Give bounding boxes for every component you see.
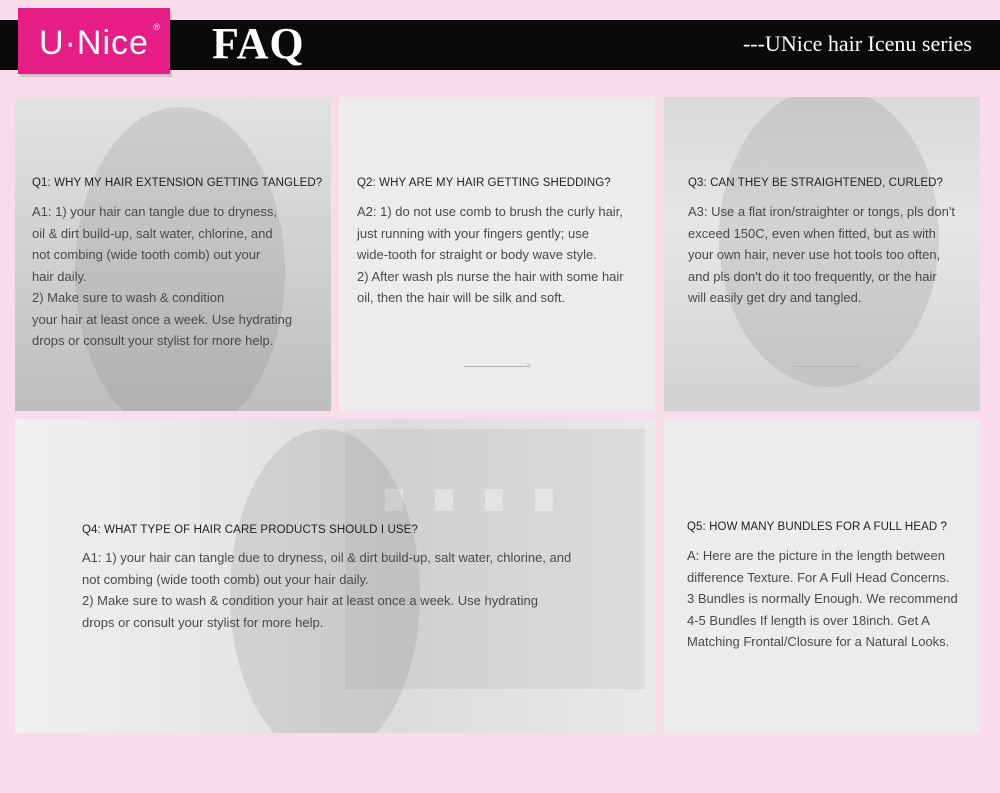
faq-answer (357, 201, 652, 309)
answer-line: exceed 150C, even when fitted, but as with (688, 225, 936, 241)
answer-line: and pls don't do it too frequently, or the hair (688, 268, 937, 284)
answer-line: difference Texture. For A Full Head Concerns. (687, 569, 950, 585)
arrow-divider-icon (794, 366, 860, 367)
answer-line: 2) Make sure to wash & condition your hair at least once a week. Use hydrating (82, 593, 538, 608)
faq-answer (82, 547, 642, 633)
faq-answer (32, 201, 327, 352)
answer-line: A2: 1) do not use comb to brush the curly hair, (357, 204, 623, 219)
logo-text: U·Nice (39, 23, 149, 62)
series-caption: ---UNice hair Icenu series (742, 31, 972, 56)
faq-answer (688, 201, 980, 309)
faq-question: Q4: WHAT TYPE OF HAIR CARE PRODUCTS SHOULD I USE? (82, 524, 418, 536)
answer-line: wide-tooth for straight or body wave style. (357, 247, 597, 262)
faq-card-3 (664, 97, 980, 411)
faq-answer (687, 545, 979, 653)
answer-line: oil, then the hair will be silk and soft. (357, 290, 566, 305)
answer-line: 2) After wash pls nurse the hair with some hair (357, 268, 624, 284)
answer-line: will easily get dry and tangled. (688, 290, 862, 305)
answer-line: your own hair, never use hot tools too often, (688, 247, 941, 262)
answer-line: drops or consult your stylist for more help. (82, 614, 324, 630)
faq-card-4 (15, 419, 655, 733)
answer-line: A3: Use a flat iron/straighter or tongs, pls don't (688, 204, 955, 219)
brand-logo[interactable] (18, 8, 170, 74)
faq-card-2 (339, 97, 655, 411)
faq-question: Q2: WHY ARE MY HAIR GETTING SHEDDING? (357, 177, 611, 189)
answer-line: 2) Make sure to wash & condition (32, 290, 225, 305)
answer-line: A1: 1) your hair can tangle due to dryness, oil & dirt build-up, salt water, chlorine, and (82, 550, 572, 565)
page-title: FAQ (212, 19, 305, 68)
answer-line: 3 Bundles is normally Enough. We recommend (687, 591, 958, 606)
window-decoration (485, 489, 503, 511)
answer-line: not combing (wide tooth comb) out your hair daily. (82, 571, 369, 587)
answer-line: drops or consult your stylist for more help. (32, 333, 274, 348)
faq-question: Q1: WHY MY HAIR EXTENSION GETTING TANGLED? (32, 177, 323, 189)
faq-question: Q3: CAN THEY BE STRAIGHTENED, CURLED? (688, 177, 944, 189)
answer-line: just running with your fingers gently; use (357, 225, 589, 241)
answer-line: Matching Frontal/Closure for a Natural Looks. (687, 634, 950, 649)
faq-card-5 (664, 419, 980, 733)
answer-line: 4-5 Bundles If length is over 18inch. Get A (687, 612, 930, 628)
answer-line: not combing (wide tooth comb) out your (32, 247, 261, 262)
answer-line: oil & dirt build-up, salt water, chlorine, and (32, 225, 273, 241)
answer-line: A: Here are the picture in the length between (687, 548, 945, 563)
window-decoration (535, 489, 553, 511)
arrow-divider-icon (140, 366, 206, 367)
answer-line: hair daily. (32, 268, 87, 284)
answer-line: your hair at least once a week. Use hydrating (32, 311, 293, 327)
answer-line: A1: 1) your hair can tangle due to dryness, (32, 204, 277, 219)
faq-question: Q5: HOW MANY BUNDLES FOR A FULL HEAD ? (687, 521, 948, 533)
window-decoration (435, 489, 453, 511)
arrow-divider-icon (464, 366, 530, 367)
faq-card-1 (15, 97, 331, 411)
registered-mark: ® (153, 22, 160, 32)
